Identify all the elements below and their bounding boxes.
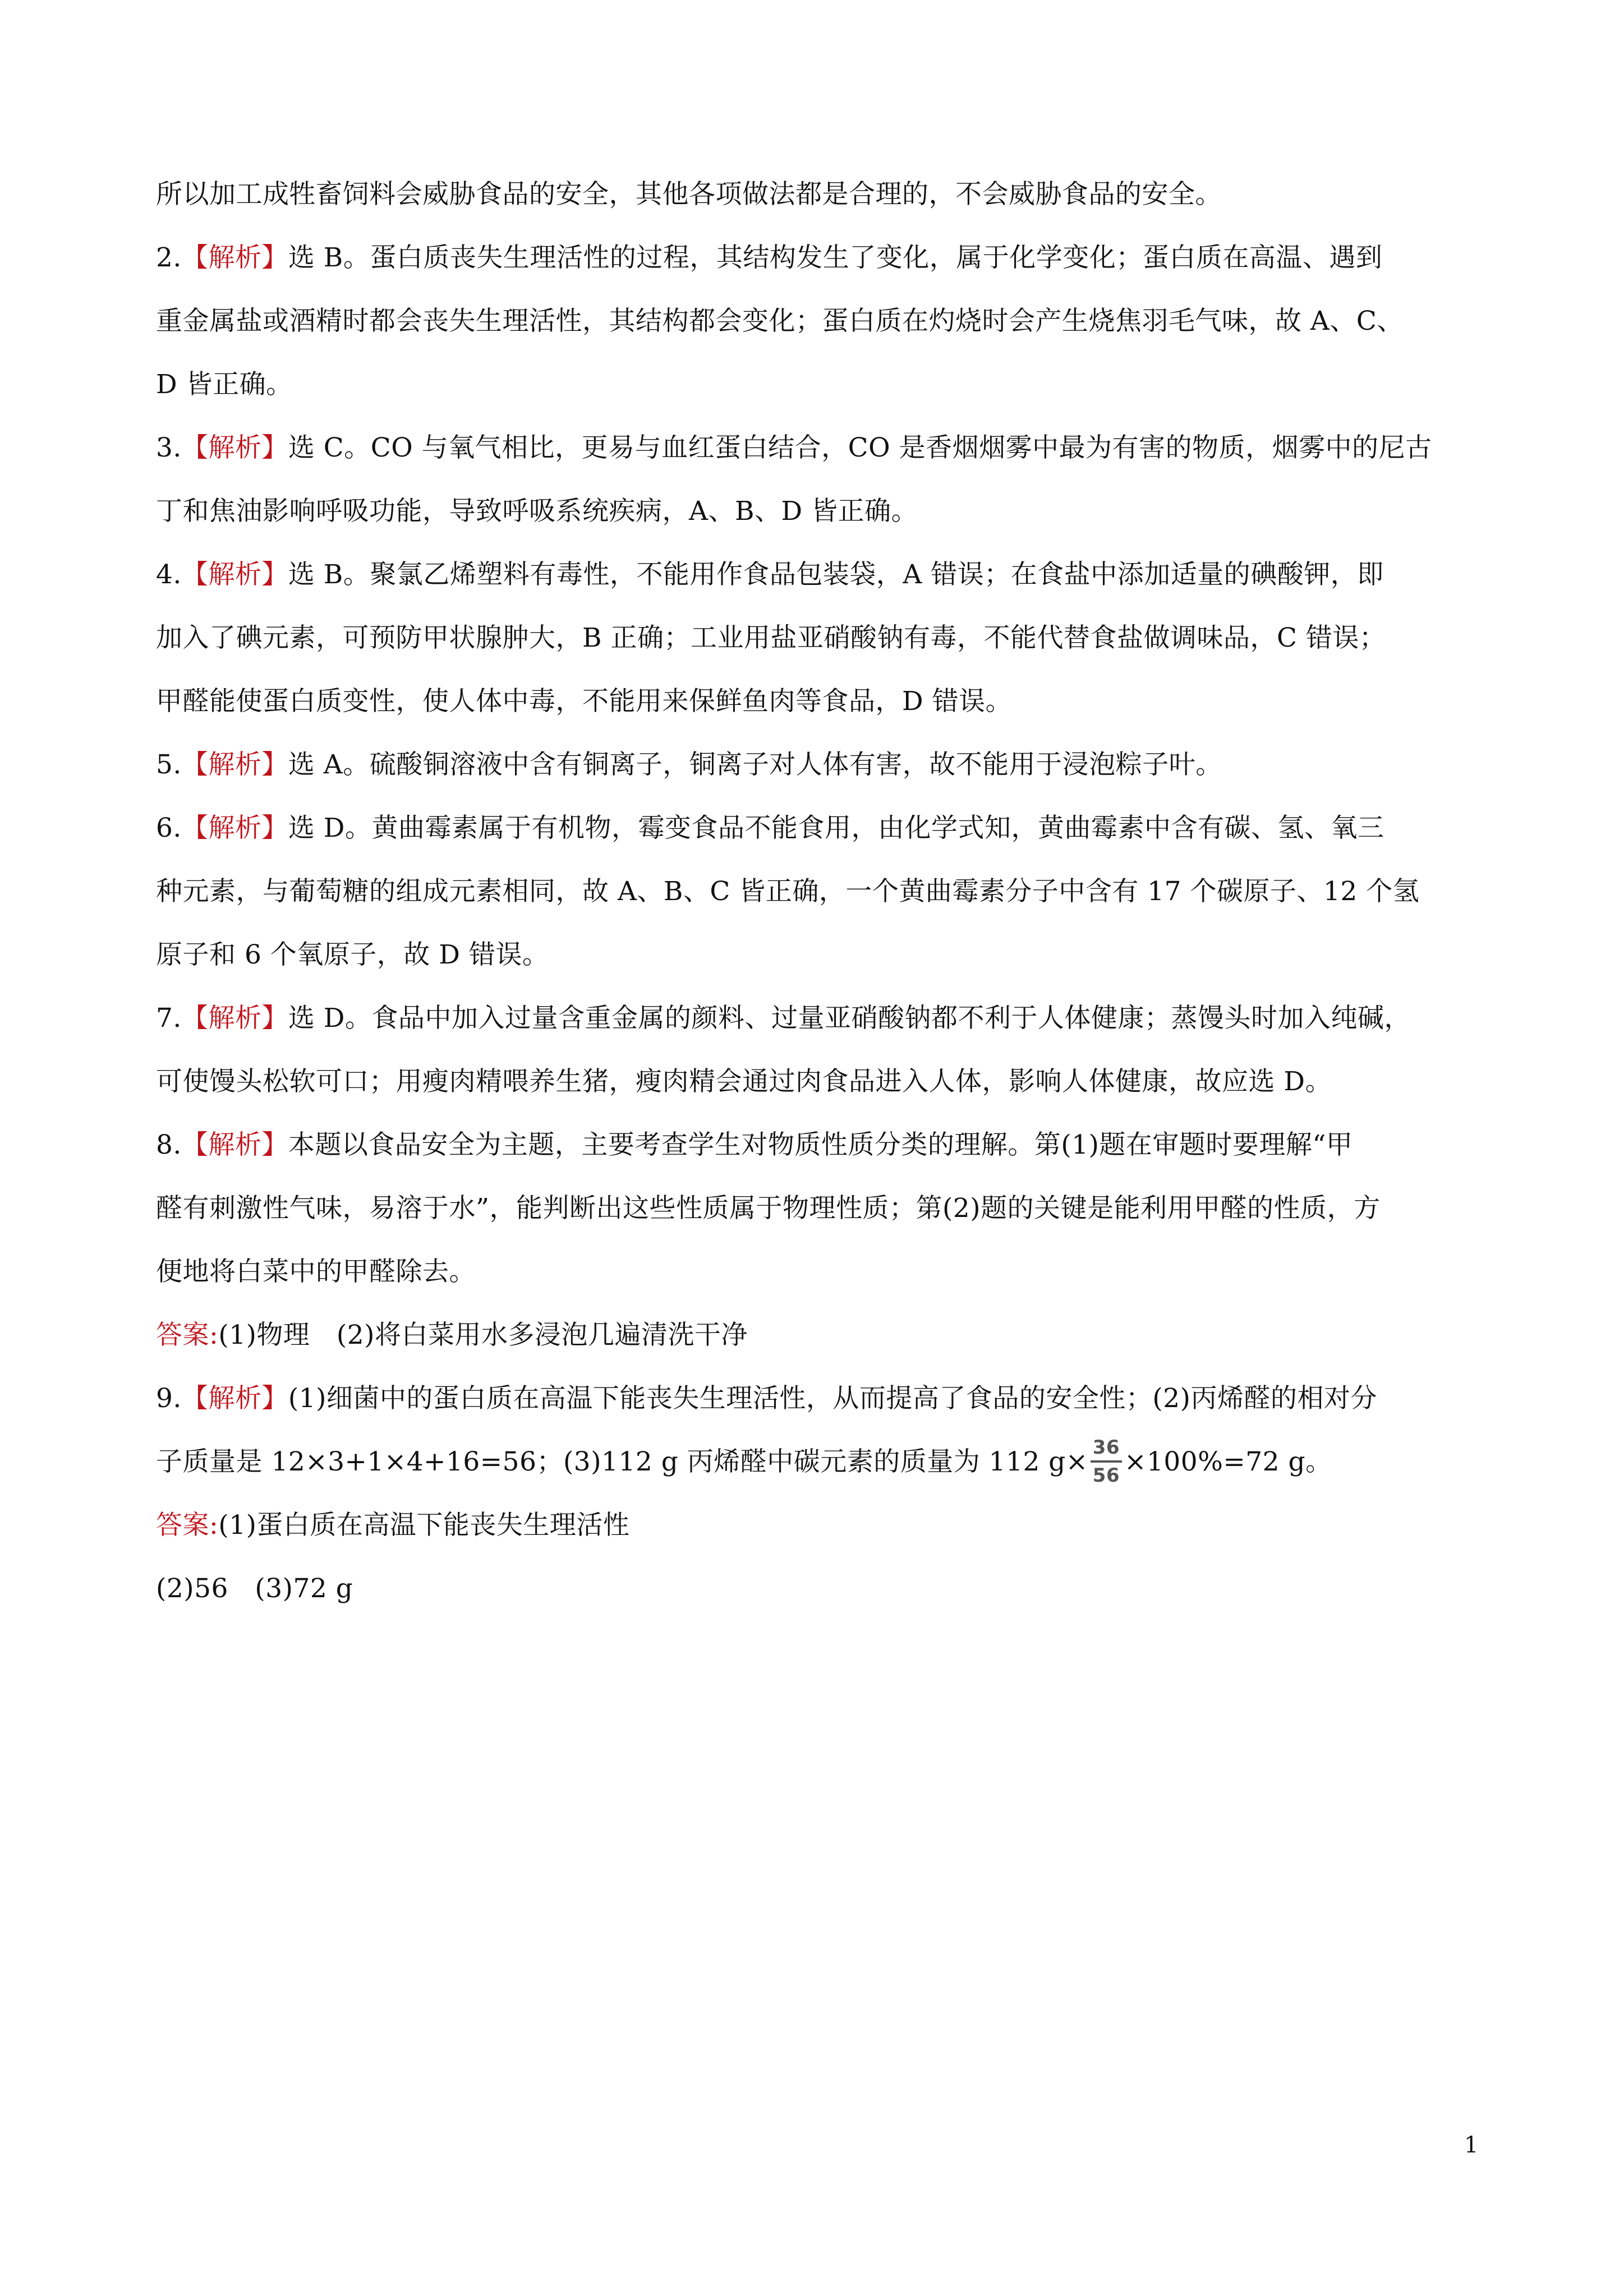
- text-line: [156, 1303, 1469, 1367]
- fraction: [1091, 1436, 1122, 1487]
- text-segment: 选 B。蛋白质丧失生理活性的过程，其结构发生了变化，属于化学变化；蛋白质在高温、遇到: [288, 242, 1383, 273]
- text-segment: (2)56 (3)72 g: [156, 1573, 353, 1604]
- text-line: [156, 1493, 1469, 1557]
- text-segment: (1)细菌中的蛋白质在高温下能丧失生理活性，从而提高了食品的安全性；(2)丙烯醛的相对分: [288, 1383, 1377, 1414]
- highlight-label: 答案:: [156, 1510, 219, 1541]
- highlight-label: 【解析】: [181, 749, 288, 780]
- text-segment: 加入了碘元素，可预防甲状腺肿大，B 正确；工业用盐亚硝酸钠有毒，不能代替食盐做调味品，C 错误；: [156, 623, 1386, 653]
- text-line: [156, 543, 1469, 606]
- answer-analysis-text: [156, 163, 1469, 1620]
- text-line: [156, 226, 1469, 289]
- text-segment: 8.: [156, 1129, 182, 1160]
- text-segment: 选 C。CO 与氧气相比，更易与血红蛋白结合，CO 是香烟烟雾中最为有害的物质，烟雾中的尼古: [288, 432, 1432, 463]
- text-segment: 选 D。食品中加入过量含重金属的颜料、过量亚硝酸钠都不利于人体健康；蒸馒头时加入纯碱，: [288, 1003, 1411, 1034]
- highlight-label: 【解析】: [181, 432, 288, 463]
- text-segment: 子质量是 12×3+1×4+16=56；(3)112 g 丙烯醛中碳元素的质量为 112 g×: [156, 1446, 1088, 1477]
- text-line: [156, 733, 1469, 796]
- text-line: [156, 923, 1469, 986]
- text-segment: 丁和焦油影响呼吸功能，导致呼吸系统疾病，A、B、D 皆正确。: [156, 496, 918, 527]
- fraction-numerator: 36: [1091, 1436, 1122, 1463]
- highlight-label: 答案:: [156, 1320, 219, 1350]
- text-line: [156, 1113, 1469, 1177]
- text-segment: 醛有刺激性气味，易溶于水”，能判断出这些性质属于物理性质；第(2)题的关键是能利用甲醛的性质，方: [156, 1193, 1381, 1224]
- text-line: [156, 1177, 1469, 1240]
- text-line: [156, 986, 1469, 1050]
- text-segment: 原子和 6 个氧原子，故 D 错误。: [156, 939, 549, 970]
- text-line: [156, 1430, 1469, 1493]
- highlight-label: 【解析】: [181, 1129, 288, 1160]
- highlight-label: 【解析】: [181, 1383, 288, 1414]
- text-line: [156, 163, 1469, 226]
- highlight-label: 【解析】: [181, 1003, 288, 1034]
- text-segment: 可使馒头松软可口；用瘦肉精喂养生猪，瘦肉精会通过肉食品进入人体，影响人体健康，故应选 D。: [156, 1066, 1332, 1097]
- highlight-label: 【解析】: [181, 242, 288, 273]
- text-line: [156, 796, 1469, 860]
- text-segment: 4.: [156, 559, 182, 590]
- text-segment: 种元素，与葡萄糖的组成元素相同，故 A、B、C 皆正确，一个黄曲霉素分子中含有 17 个碳原子、12 个氢: [156, 876, 1420, 907]
- text-segment: 6.: [156, 813, 182, 843]
- text-segment: 所以加工成牲畜饲料会威胁食品的安全，其他各项做法都是合理的，不会威胁食品的安全。: [156, 179, 1222, 210]
- text-segment: 5.: [156, 749, 182, 780]
- text-segment: (1)蛋白质在高温下能丧失生理活性: [218, 1510, 630, 1541]
- highlight-label: 【解析】: [181, 813, 288, 843]
- text-line: [156, 353, 1469, 416]
- text-line: [156, 1367, 1469, 1430]
- text-line: [156, 1050, 1469, 1113]
- text-line: [156, 416, 1469, 480]
- text-line: [156, 289, 1469, 353]
- text-segment: 选 A。硫酸铜溶液中含有铜离子，铜离子对人体有害，故不能用于浸泡粽子叶。: [288, 749, 1222, 780]
- page-number: 1: [1464, 2132, 1479, 2158]
- text-line: [156, 670, 1469, 733]
- text-segment: 7.: [156, 1003, 182, 1034]
- text-line: [156, 1557, 1469, 1620]
- fraction-denominator: 56: [1092, 1464, 1120, 1487]
- text-line: [156, 606, 1469, 670]
- text-segment: ×100%=72 g。: [1124, 1446, 1332, 1477]
- text-segment: 便地将白菜中的甲醛除去。: [156, 1256, 476, 1287]
- text-segment: 2.: [156, 242, 182, 273]
- text-segment: 选 B。聚氯乙烯塑料有毒性，不能用作食品包装袋，A 错误；在食盐中添加适量的碘酸钾，即: [288, 559, 1384, 590]
- text-line: [156, 1240, 1469, 1303]
- text-segment: (1)物理 (2)将白菜用水多浸泡几遍清洗干净: [218, 1320, 748, 1350]
- text-segment: 9.: [156, 1383, 182, 1414]
- highlight-label: 【解析】: [181, 559, 288, 590]
- text-segment: 重金属盐或酒精时都会丧失生理活性，其结构都会变化；蛋白质在灼烧时会产生烧焦羽毛气味，故 A、C、: [156, 306, 1404, 336]
- text-segment: D 皆正确。: [156, 369, 293, 400]
- text-line: [156, 860, 1469, 923]
- text-segment: 3.: [156, 432, 182, 463]
- text-segment: 甲醛能使蛋白质变性，使人体中毒，不能用来保鲜鱼肉等食品，D 错误。: [156, 686, 1013, 717]
- text-segment: 选 D。黄曲霉素属于有机物，霉变食品不能食用，由化学式知，黄曲霉素中含有碳、氢、氧三: [288, 813, 1384, 843]
- text-segment: 本题以食品安全为主题，主要考查学生对物质性质分类的理解。第(1)题在审题时要理解“甲: [288, 1129, 1353, 1160]
- text-line: [156, 480, 1469, 543]
